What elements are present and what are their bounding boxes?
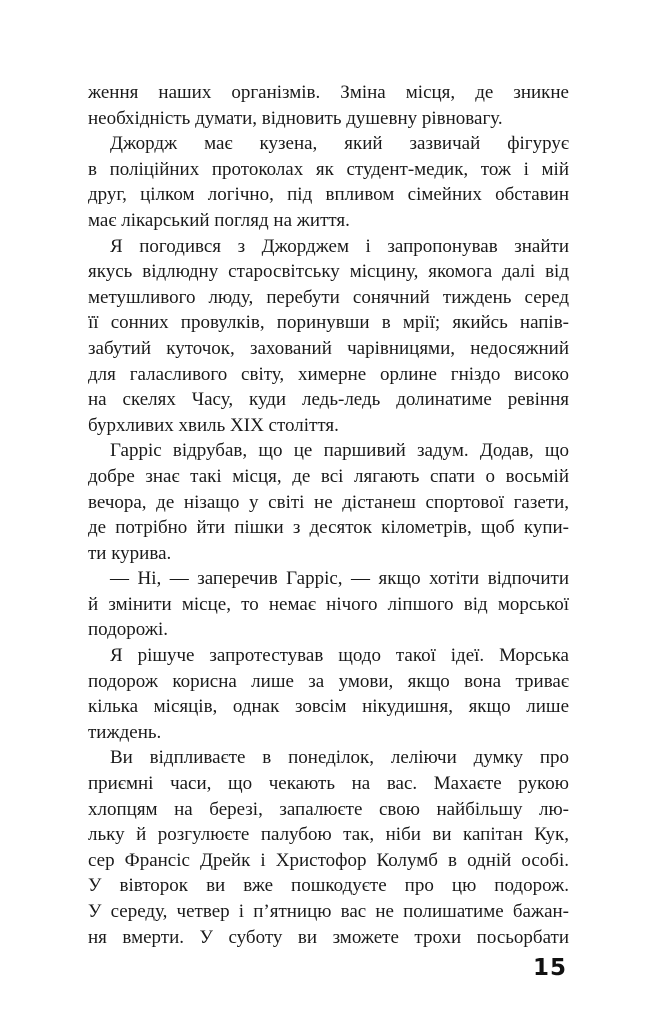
book-page-body	[88, 80, 569, 950]
paragraph	[88, 438, 569, 566]
text-line: Джордж має кузена, який зазвичай фігурує	[110, 133, 569, 155]
text-line: необхідність думати, відновить душевну рівновагу.	[88, 107, 503, 129]
text-line: тиждень.	[88, 721, 162, 743]
text-line: ня вмерти. У суботу ви зможете трохи посьорбати	[88, 926, 569, 948]
paragraph	[88, 234, 569, 439]
text-line: де потрібно йти пішки з десяток кілометрів, щоб купи-	[88, 517, 569, 539]
text-line: й змінити місце, то немає нічого ліпшого від морської	[88, 593, 569, 615]
text-line: хлопцям на березі, запалюєте свою найбільшу лю-	[88, 798, 569, 820]
text-line: якусь відлюдну старосвітську місцину, якомога далі від	[88, 261, 569, 283]
text-line: приємні часи, що чекають на вас. Махаєте рукою	[88, 773, 569, 795]
text-line: сер Франсіс Дрейк і Христофор Колумб в одній особі.	[88, 849, 569, 871]
text-line: Гарріс відрубав, що це паршивий задум. Додав, що	[110, 440, 569, 462]
text-line: друг, цілком логічно, під впливом сімейних обставин	[88, 184, 569, 206]
text-line: У середу, четвер і п’ятницю вас не полишатиме бажан-	[88, 901, 569, 922]
text-line: ти курива.	[88, 542, 172, 564]
text-line: подорожі.	[88, 619, 168, 641]
text-line: вечора, де нізащо у світі не дістанеш спортової газети,	[88, 491, 569, 513]
text-line: — Ні, — заперечив Гарріс, — якщо хотіти відпочити	[110, 568, 569, 590]
text-line: на скелях Часу, куди ледь-ледь долинатиме ревіння	[88, 389, 569, 411]
text-line: ження наших організмів. Зміна місця, де зникне	[88, 82, 569, 103]
page-number: 15	[532, 955, 567, 981]
paragraph	[88, 566, 569, 643]
text-line: в поліційних протоколах як студент-медик, тож і мій	[88, 158, 569, 180]
text-line: метушливого люду, перебути сонячний тиждень серед	[88, 286, 569, 308]
text-line: Я рішуче запротестував щодо такої ідеї. Морська	[110, 645, 569, 667]
text-line: має лікарський погляд на життя.	[88, 209, 350, 231]
text-line: льку й розгулюєте палубою так, ніби ви капітан Кук,	[88, 824, 569, 846]
paragraph	[88, 131, 569, 233]
text-line: бурхливих хвиль XIX століття.	[88, 414, 339, 436]
text-line: У вівторок ви вже пошкодуєте про цю подорож.	[88, 875, 569, 897]
text-line: її сонних провулків, поринувши в мрії; якийсь напів-	[88, 312, 569, 334]
text-line: Я погодився з Джорджем і запропонував знайти	[110, 235, 569, 257]
text-line: добре знає такі місця, де всі лягають спати о восьмій	[88, 465, 569, 487]
paragraph	[88, 643, 569, 745]
text-line: для галасливого світу, химерне орлине гніздо високо	[88, 363, 569, 385]
paragraph	[88, 80, 569, 131]
text-line: забутий куточок, захований чарівницями, недосяжний	[88, 337, 569, 359]
text-line: кілька місяців, однак зовсім нікудишня, якщо лише	[88, 696, 569, 718]
text-line: Ви відпливаєте в понеділок, леліючи думку про	[110, 747, 569, 769]
paragraph	[88, 745, 569, 950]
text-line: подорож корисна лише за умови, якщо вона триває	[88, 670, 569, 692]
